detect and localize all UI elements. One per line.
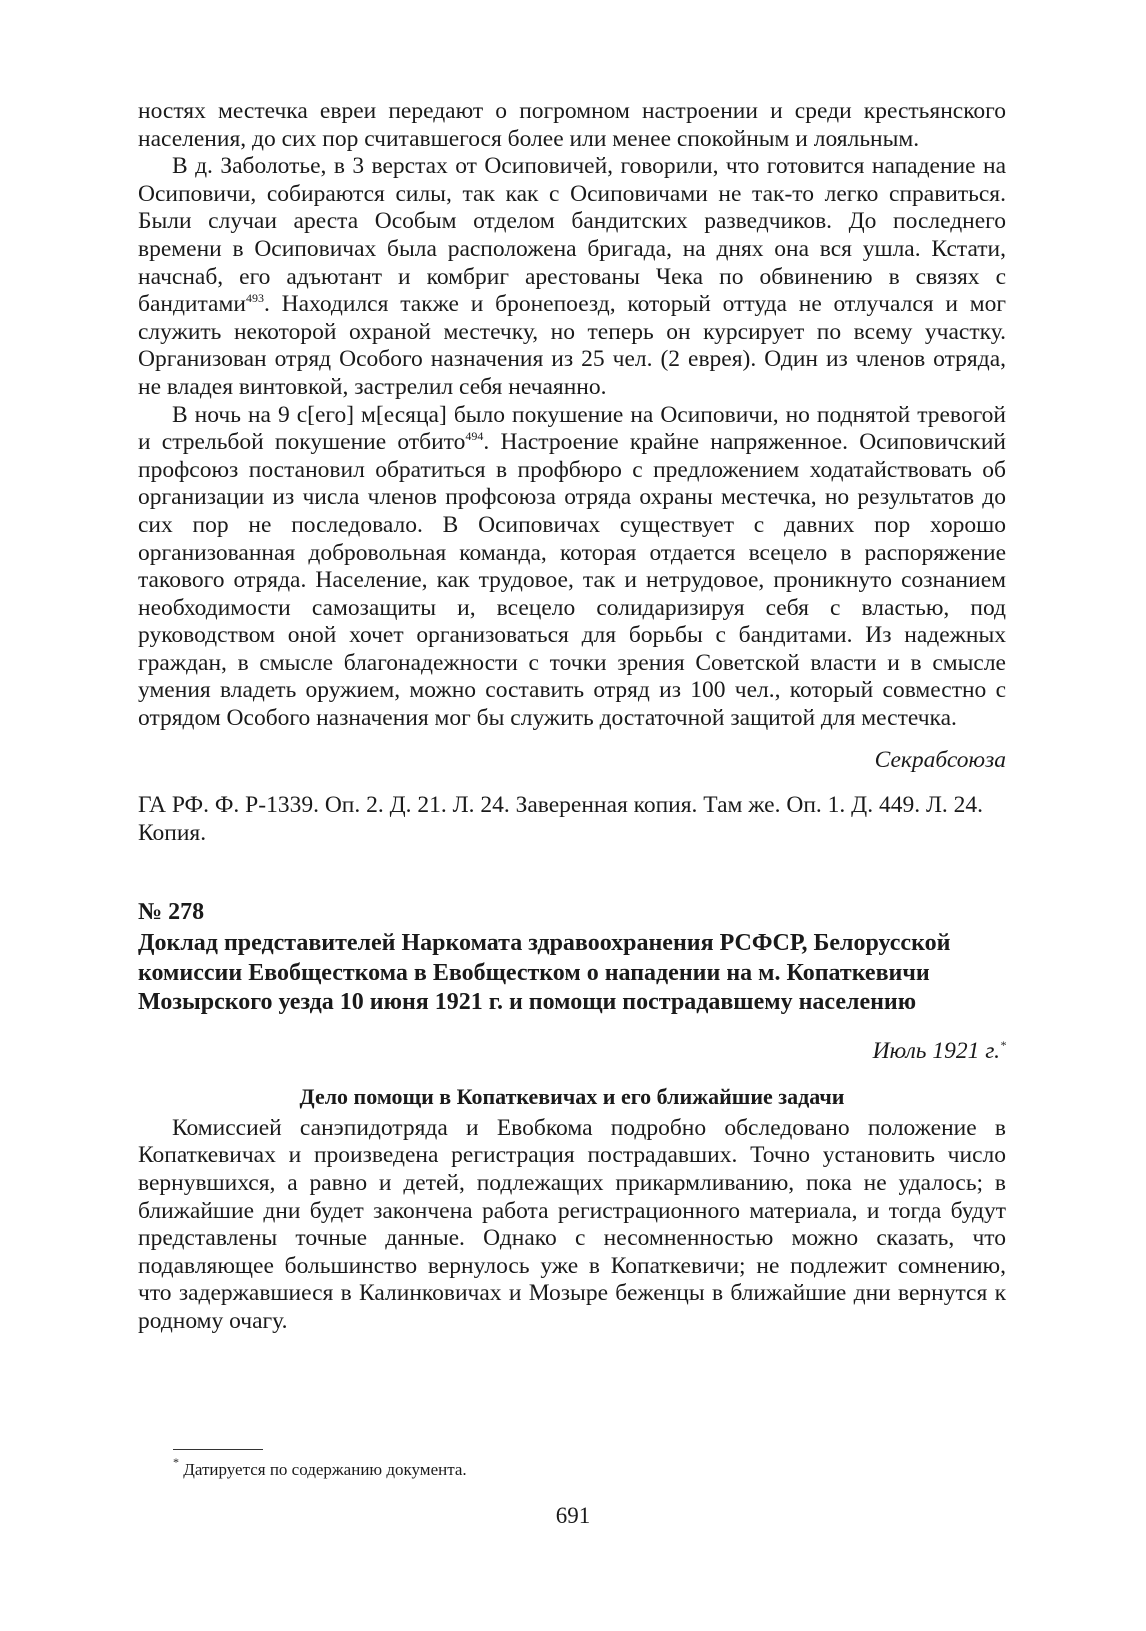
date-footnote-mark: *	[1000, 1037, 1006, 1052]
paragraph-2: В д. Заболотье, в 3 верстах от Осиповичей, говорили, что готовится нападение на Осиповичи, собираются силы, так как с Осиповичами не так-то легко справиться. Были случаи ареста Особым отделом бандитских разведчиков. До последнего времени в Осиповичах была расположена бригада, на днях она вся ушла. Кстати, начснаб, его адъютант и комбриг арестованы Чека по обвинению в связях с бандитами$^{493}$. Находился также и бронепоезд, который оттуда не отлучался и мог служить некоторой охраной местечку, но теперь он курсирует по всему участку. Организован отряд Особого назначения из 25 чел. (2 еврея). Один из членов отряда, не владея винтовкой, застрелил себя нечаянно.	[138, 153, 1006, 400]
page-number: 691	[555, 1503, 591, 1528]
document-date: Июль 1921 г.*	[872, 1037, 1006, 1064]
footnote-ref-493: 493	[245, 291, 264, 306]
document-number: № 278	[138, 899, 205, 926]
footnote-ref-494: 494	[465, 429, 484, 444]
paragraph-3: В ночь на 9 с[его] м[есяца] было покушение на Осиповичи, но поднятой тревогой и стрельбой покушение отбито$^{494}$. Настроение крайне напряженное. Осиповичский профсоюз постановил обратиться в профбюро с предложением ходатайствовать об организации из числа членов профсоюза отряда охраны местечка, но результатов до сих пор не последовало. В Осиповичах существует с давних пор хорошо организованная добровольная команда, которая отдается всецело в распоряжение такового отряда. Население, как трудовое, так и нетрудовое, проникнуто сознанием необходимости самозащиты и, всецело солидаризируя себя с властью, под руководством оной хочет организоваться для борьбы с бандитами. Из надежных граждан, в смысле благонадежности с точки зрения Советской власти и в смысле умения владеть оружием, можно составить отряд из 100 чел., который совместно с отрядом Особого назначения мог бы служить достаточной защитой для местечка.	[138, 401, 1006, 732]
paragraph-4: Комиссией санэпидотряда и Евобкома подробно обследовано положение в Копаткевичах и произведена регистрация пострадавших. Точно установить число вернувшихся, а равно и детей, подлежащих прикармливанию, пока не удалось; в ближайшие дни будет закончена работа регистрационного материала, и тогда будут представлены точные данные. Однако с несомненностью можно сказать, что подавляющее большинство вернулось уже в Копаткевичи; не подлежит сомнению, что задержавшиеся в Калинковичах и Мозыре беженцы в ближайшие дни вернутся к родному очагу.	[138, 1114, 1006, 1334]
page-body	[138, 98, 1006, 1335]
footnote-divider	[173, 1449, 263, 1450]
footnote-mark: *	[173, 1455, 179, 1469]
paragraph-1: ностях местечка евреи передают о погромном настроении и среди крестьянского населения, до сих пор считавшегося более или менее спокойным и лояльным.	[138, 98, 1006, 152]
signature: Секрабсоюза	[874, 746, 1006, 773]
section-heading: Дело помощи в Копаткевичах и его ближайшие задачи	[299, 1084, 845, 1110]
archive-reference: ГА РФ. Ф. Р-1339. Оп. 2. Д. 21. Л. 24. Заверенная копия. Там же. Оп. 1. Д. 449. Л. 24. Копия.	[138, 792, 984, 846]
footnote: * Датируется по содержанию документа.	[173, 1455, 467, 1479]
document-title: Доклад представителей Наркомата здравоохранения РСФСР, Белорусской комиссии Евобщесткома в Евобщестком о нападении на м. Копаткевичи Мозырского уезда 10 июня 1921 г. и помощи пострадавшему населению	[138, 930, 951, 1016]
